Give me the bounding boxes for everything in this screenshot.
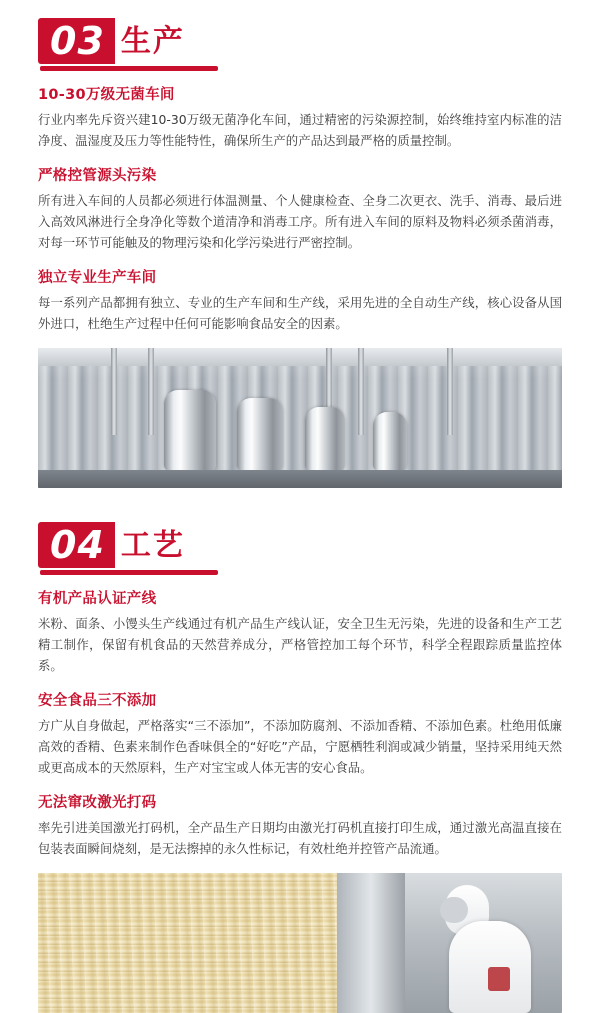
pipe-icon xyxy=(148,348,154,435)
worker-face-shape xyxy=(440,897,468,923)
section-heading-03 xyxy=(38,18,600,70)
section-number-04: 04 xyxy=(38,522,115,568)
block-heading: 严格控管源头污染 xyxy=(38,168,157,184)
workshop-photo xyxy=(38,348,562,488)
pipe-icon xyxy=(358,348,364,435)
section-heading-04 xyxy=(38,522,600,574)
section-underline-03 xyxy=(40,66,218,71)
section-03-block-1 xyxy=(38,83,562,151)
tank-shape xyxy=(164,390,216,471)
block-text: 方广从自身做起，严格落实“三不添加”，不添加防腐剂、不添加香精、不添加色素。杜绝用低廉高效的香精、色素来制作色香味俱全的“好吃”产品，宁愿栖牲利润或减少销量，坚持采用纯天然或更高成本的天然原料，生产对宝宝或人体无害的安心食品。 xyxy=(38,718,562,775)
block-text: 率先引进美国激光打码机，全产品生产日期均由激光打码机直接打印生成，通过激光高温直接在包装表面瞬间烧刻，是无法擦掉的永久性标记，有效杜绝并控管产品流通。 xyxy=(38,820,562,856)
tank-shape xyxy=(237,398,283,471)
block-heading: 有机产品认证产线 xyxy=(38,591,157,607)
section-title-04: 工艺 xyxy=(120,528,185,563)
block-heading: 独立专业生产车间 xyxy=(38,270,157,286)
section-04-block-2 xyxy=(38,689,562,778)
section-04-block-3 xyxy=(38,791,562,859)
noodle-strands xyxy=(38,873,337,1013)
section-gap xyxy=(0,488,600,522)
worker-badge-icon xyxy=(488,967,510,991)
section-04-block-1 xyxy=(38,587,562,676)
tank-shape xyxy=(305,407,345,471)
top-spacer xyxy=(0,0,600,18)
tank-shape xyxy=(373,412,407,471)
section-underline-04 xyxy=(40,570,218,575)
section-badge-04 xyxy=(38,522,185,568)
pipe-icon xyxy=(111,348,117,435)
block-heading: 安全食品三不添加 xyxy=(38,693,157,709)
block-text: 行业内率先斥资兴建10-30万级无菌净化车间，通过精密的污染源控制，始终维持室内标准的洁净度、温湿度及压力等性能特性，确保所生产的产品达到最严格的质量控制。 xyxy=(38,112,562,148)
block-text: 每一系列产品都拥有独立、专业的生产车间和生产线，采用先进的全自动生产线，核心设备从国外进口，杜绝生产过程中任何可能影响食品安全的因素。 xyxy=(38,295,562,331)
block-heading: 无法窜改激光打码 xyxy=(38,795,157,811)
section-03-block-2 xyxy=(38,164,562,253)
pipe-icon xyxy=(447,348,453,435)
floor-band xyxy=(38,470,562,488)
block-text: 所有进入车间的人员都必须进行体温测量、个人健康检查、全身二次更衣、洗手、消毒、最后进入高效风淋进行全身净化等数个道清净和消毒工序。所有进入车间的原料及物料必须杀菌消毒，对每一环节可能触及的物理污染和化学污染进行严密控制。 xyxy=(38,193,562,250)
section-badge-03 xyxy=(38,18,185,64)
machine-column xyxy=(337,873,405,1013)
section-title-03: 生产 xyxy=(120,24,185,59)
section-number-03: 03 xyxy=(38,18,115,64)
section-03-block-3 xyxy=(38,266,562,334)
noodle-line-photo xyxy=(38,873,562,1013)
block-heading: 10-30万级无菌车间 xyxy=(38,87,175,103)
block-text: 米粉、面条、小馒头生产线通过有机产品生产线认证，安全卫生无污染，先进的设备和生产工艺精工制作，保留有机食品的天然营养成分，严格管控加工每个环节，科学全程跟踪质量监控体系。 xyxy=(38,616,562,673)
